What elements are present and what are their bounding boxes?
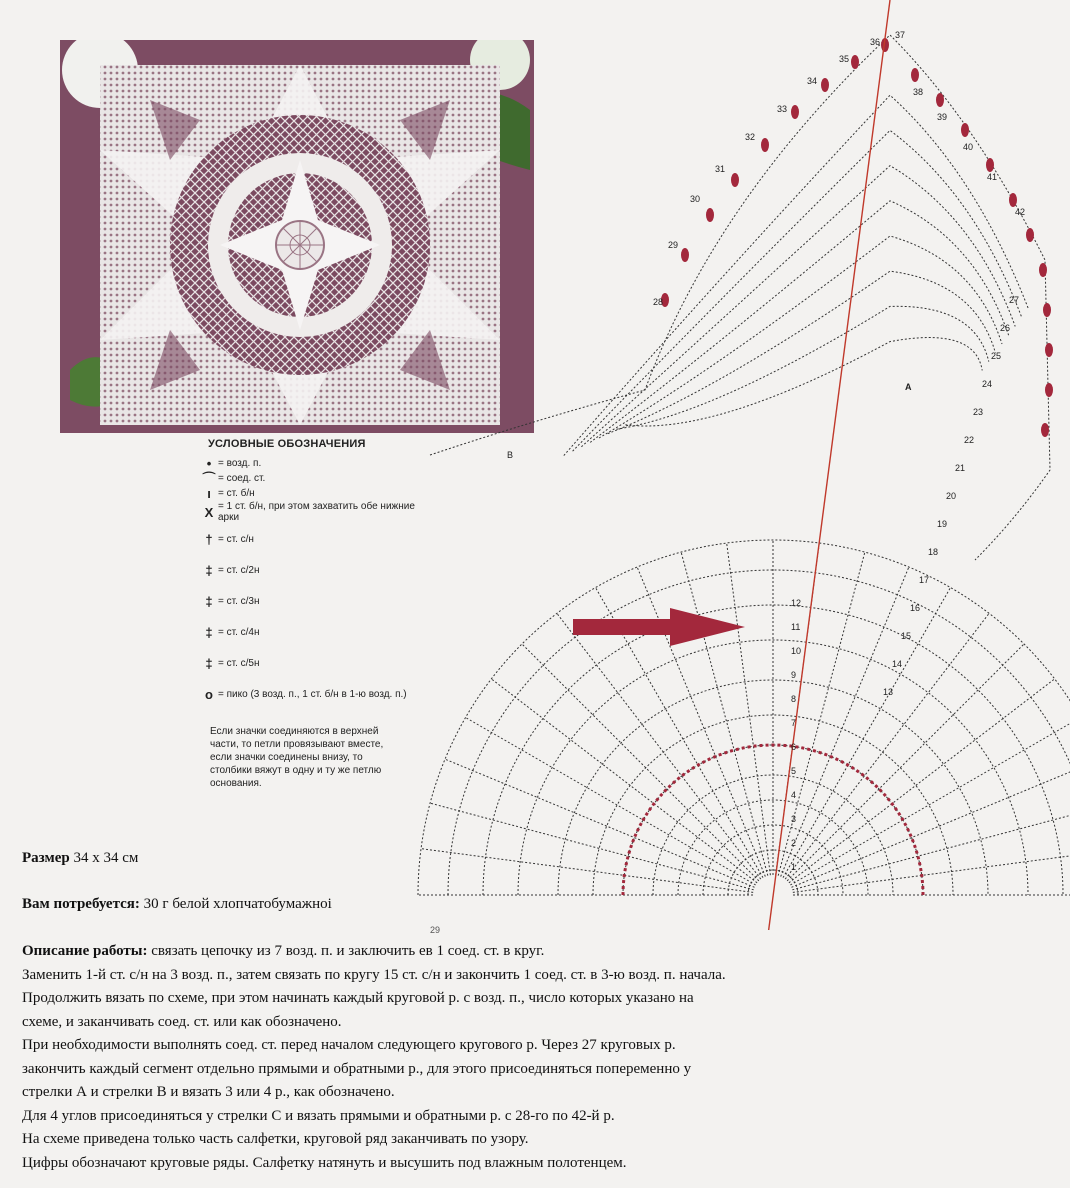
description-line: Продолжить вязать по схеме, при этом начинать каждый круговой р. с возд. п., число которых указано на [22,990,694,1006]
row-number-label: 28 [653,297,664,307]
row-number-label: 22 [964,435,975,445]
size-line [22,847,922,871]
legend-text: = ст. с/2н [218,564,260,576]
description-line: Описание работы: связать цепочку из 7 возд. п. и заключить ев 1 соед. ст. в круг. [22,943,545,959]
description-block [22,940,922,1175]
row-number-label: 31 [715,164,726,174]
row-number-label: 23 [973,407,984,417]
legend-text: = ст. с/4н [218,626,260,638]
legend-text: = пико (3 возд. п., 1 ст. б/н в 1-ю возд. п.) [218,688,407,700]
slip-stitch-icon: ⌒ [202,470,216,486]
chart-red-arc [623,745,923,895]
picot-mark [761,138,769,152]
chart-petal-outline [430,35,1050,560]
materials-value: 30 г белой хлопчатобумажноі [143,896,332,912]
legend-row-sc [200,486,415,500]
materials-line [22,893,922,917]
arrow-label-b: B [507,450,514,460]
row-number-label: 27 [1009,295,1020,305]
chart-petal-row [573,130,1022,451]
legend-row-tr3 [200,586,415,616]
red-arrow-icon [573,608,745,646]
chart-petal-row [581,166,1015,447]
description-line: При необходимости выполнять соед. ст. перед началом следующего кругового р. Через 27 круговых р. [22,1037,676,1053]
row-number-label: 10 [791,646,802,656]
description-line: Заменить 1-й ст. с/н на 3 возд. п., затем связать по кругу 15 ст. с/н и закончить 1 соед. ст. в 3-ю возд. п. начала. [22,966,726,983]
chart-spoke [785,613,989,879]
double-crochet-icon: † [205,531,213,547]
row-number-label: 5 [791,766,797,776]
legend-text: = соед. ст. [218,472,266,484]
description-line: На схеме приведена только часть салфетки, круговой ряд заканчивать по узору. [22,1131,529,1147]
row-number-label: 39 [937,112,948,122]
row-number-label: 21 [955,463,966,473]
picot-mark [851,55,859,69]
row-number-label: 17 [919,575,930,585]
treble-5-icon: ‡ [205,655,213,671]
chart-petal-row [599,236,1002,438]
picot-mark [911,68,919,82]
legend-row-chain [200,456,415,470]
legend-text: = ст. с/н [218,533,254,545]
picot-mark [1026,228,1034,242]
chart-stitch-lines [418,35,1070,895]
row-number-label: 32 [745,132,756,142]
row-number-label: 15 [901,631,912,641]
legend-row-tr4 [200,617,415,647]
picot-icon: o [205,686,213,702]
crochet-chart [415,0,1070,930]
row-number-label: 26 [1000,323,1011,333]
description-line: Цифры обозначают круговые ряды. Салфетку натянуть и высушить под влажным полотенцем. [22,1154,627,1171]
picot-mark [1043,303,1051,317]
symbol-legend [200,438,415,790]
row-number-label: 9 [791,670,797,680]
treble-3-icon: ‡ [205,593,213,609]
picot-mark [706,208,714,222]
chain-symbol-icon: • [206,455,212,471]
picot-mark [961,123,969,137]
row-number-label: 42 [1015,207,1026,217]
description-line: Для 4 углов присоединяться у стрелки С и вязать прямыми и обратными р. с 28-го по 42-й р. [22,1107,615,1124]
treble-2-icon: ‡ [205,562,213,578]
legend-title: УСЛОВНЫЕ ОБОЗНАЧЕНИЯ [208,438,366,450]
size-value: 34 х 34 см [73,850,139,866]
chart-spoke [522,644,759,881]
row-number-label: 33 [777,104,788,114]
description-line: закончить каждый сегмент отдельно прямыми и обратными р., для этого присоединяться попеременно у [22,1060,692,1077]
row-number-label: 13 [883,687,894,697]
legend-text: = возд. п. [218,457,262,469]
picot-mark [1045,343,1053,357]
row-number-label: 2 [791,838,797,848]
description-label: Описание работы: [22,943,148,959]
description-line: стрелки А и стрелки В и вязать 3 или 4 р., как обозначено. [22,1084,395,1100]
chart-petal-row [564,95,1029,455]
row-number-label: 29 [668,240,679,250]
picot-mark [681,248,689,262]
picot-mark [731,173,739,187]
row-number-label: 20 [946,491,957,501]
row-number-label: 41 [987,172,998,182]
chart-spoke [681,552,768,876]
picot-mark [1041,423,1049,437]
row-number-label: 12 [791,598,802,608]
legend-row-picot [200,679,415,709]
legend-note: Если значки соединяются в верхней части, то петли провязывают вместе, если значки соединены внизу, то столбики вяжут в одну и ту же петлю основания. [210,726,384,789]
description-line: схеме, и заканчивать соед. ст. или как обозначено. [22,1013,342,1030]
row-number-label: 14 [892,659,903,669]
cross-stitch-icon: X [204,504,214,520]
materials-label: Вам потребуется: [22,896,140,912]
row-number-label: 18 [928,547,939,557]
row-number-label: 40 [963,142,974,152]
legend-text: = ст. с/5н [218,657,260,669]
row-number-label: 36 [870,37,881,47]
row-number-label: 11 [791,622,801,632]
row-number-label: 35 [839,54,850,64]
picot-mark [1045,383,1053,397]
row-number-label: 3 [791,814,797,824]
picot-mark [821,78,829,92]
single-crochet-icon: ı [207,485,211,501]
legend-row-tr5 [200,648,415,678]
picot-mark [1039,263,1047,277]
row-number-label: 34 [807,76,818,86]
chart-petal-row [590,201,1011,443]
chart-accent-marks [623,38,1053,895]
row-number-label: 19 [937,519,948,529]
legend-row-dc [200,524,415,554]
red-diagonal-line [735,0,890,930]
row-number-label: 38 [913,87,924,97]
chart-round-arc [623,745,923,895]
row-number-label: 30 [690,194,701,204]
row-number-label: 6 [791,742,797,752]
legend-text: = 1 ст. б/н, при этом захватить обе нижние арки [218,501,415,523]
picot-mark [791,105,799,119]
size-label: Размер [22,850,70,866]
row-number-label: 8 [791,694,797,704]
legend-row-slip [200,471,415,485]
row-number-label: 24 [982,379,993,389]
legend-text: = ст. б/н [218,487,255,499]
row-number-label: 16 [910,603,921,613]
picot-mark [986,158,994,172]
chart-spoke [637,567,765,876]
chart-petal-row [617,306,989,429]
bottom-number: 29 [430,925,441,935]
treble-4-icon: ‡ [205,624,213,640]
arrow-label-a: A [905,382,912,392]
row-number-label: 25 [991,351,1002,361]
row-number-label: 4 [791,790,797,800]
legend-row-tr2 [200,555,415,585]
picot-mark [1009,193,1017,207]
row-number-label: 7 [791,718,797,728]
legend-text: = ст. с/3н [218,595,260,607]
legend-row-sc-both [200,501,415,523]
row-number-label: 37 [895,30,906,40]
row-number-label: 1 [791,862,797,872]
picot-mark [936,93,944,107]
